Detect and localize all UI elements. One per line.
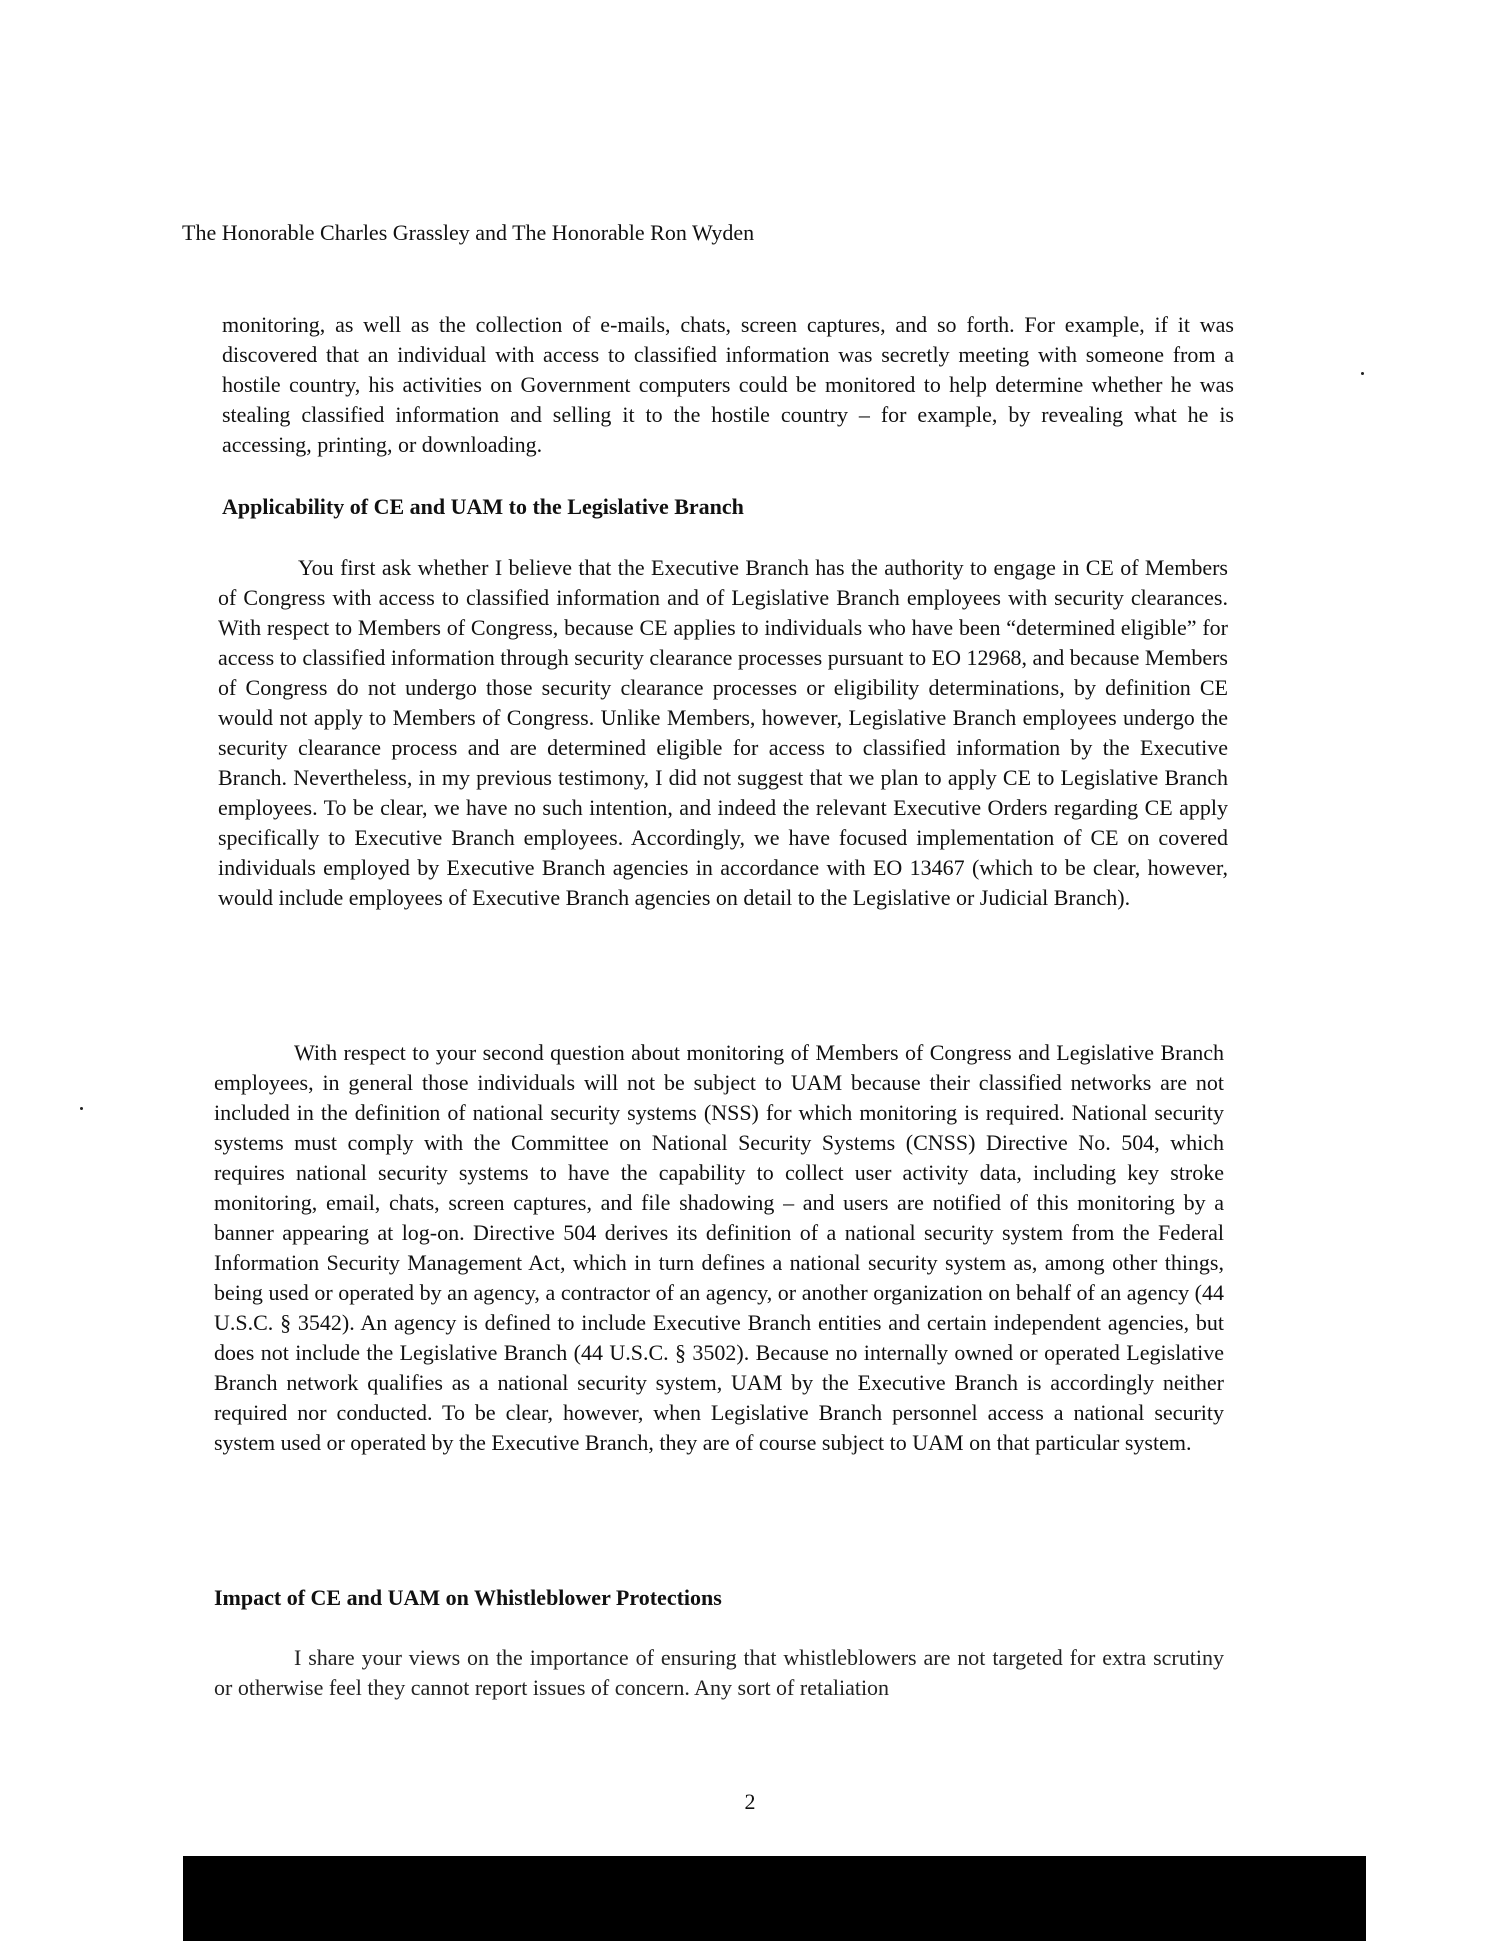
paragraph-uam-monitoring: With respect to your second question about monitoring of Members of Congress and Legislative Branch employees, in general those individuals will not be subject to UAM because their classified networks are not included in the definition of national security systems (NSS) for which monitoring is required. National security systems must comply with the Committee on National Security Systems (CNSS) Directive No. 504, which requires national security systems to have the capability to collect user activity data, including key stroke monitoring, email, chats, screen captures, and file shadowing – and users are notified of this monitoring by a banner appearing at log-on. Directive 504 derives its definition of a national security system from the Federal Information Security Management Act, which in turn defines a national security system as, among other things, being used or operated by an agency, a contractor of an agency, or another organization on behalf of an agency (44 U.S.C. § 3542). An agency is defined to include Executive Branch entities and certain independent agencies, but does not include the Legislative Branch (44 U.S.C. § 3502). Because no internally owned or operated Legislative Branch network qualifies as a national security system, UAM by the Executive Branch is accordingly neither required nor conducted. To be clear, however, when Legislative Branch personnel access a national security system used or operated by the Executive Branch, they are of course subject to UAM on that particular system. — [214, 1040, 1224, 1455]
paragraph-ce-applicability: You first ask whether I believe that the Executive Branch has the authority to engage in CE of Members of Congress with access to classified information and of Legislative Branch employees with security clearances. With respect to Members of Congress, because CE applies to individuals who have been “determined eligible” for access to classified information through security clearance processes pursuant to EO 12968, and because Members of Congress do not undergo those security clearance processes or eligibility determinations, by definition CE would not apply to Members of Congress. Unlike Members, however, Legislative Branch employees undergo the security clearance process and are determined eligible for access to classified information by the Executive Branch. Nevertheless, in my previous testimony, I did not suggest that we plan to apply CE to Legislative Branch employees. To be clear, we have no such intention, and indeed the relevant Executive Orders regarding CE apply specifically to Executive Branch employees. Accordingly, we have focused implementation of CE on covered individuals employed by Executive Branch agencies in accordance with EO 13467 (which to be clear, however, would include employees of Executive Branch agencies on detail to the Legislative or Judicial Branch). — [218, 555, 1228, 910]
paragraph-whistleblower: I share your views on the importance of ensuring that whistleblowers are not targeted for extra scrutiny or otherwise feel they cannot report issues of concern. Any sort of retaliation — [214, 1645, 1224, 1700]
page-number: 2 — [744, 1789, 756, 1814]
scan-speck — [80, 1107, 83, 1110]
redaction-bar — [183, 1856, 1366, 1941]
section-heading-legislative-branch: Applicability of CE and UAM to the Legislative Branch — [222, 494, 744, 519]
section-heading-whistleblower: Impact of CE and UAM on Whistleblower Protections — [214, 1585, 722, 1610]
letter-header: The Honorable Charles Grassley and The Honorable Ron Wyden — [182, 220, 755, 245]
scan-speck — [1361, 372, 1364, 375]
paragraph-monitoring: monitoring, as well as the collection of e-mails, chats, screen captures, and so forth. For example, if it was discovered that an individual with access to classified information was secretly meeting with someone from a hostile country, his activities on Government computers could be monitored to help determine whether he was stealing classified information and selling it to the hostile country – for example, by revealing what he is accessing, printing, or downloading. — [222, 312, 1234, 457]
